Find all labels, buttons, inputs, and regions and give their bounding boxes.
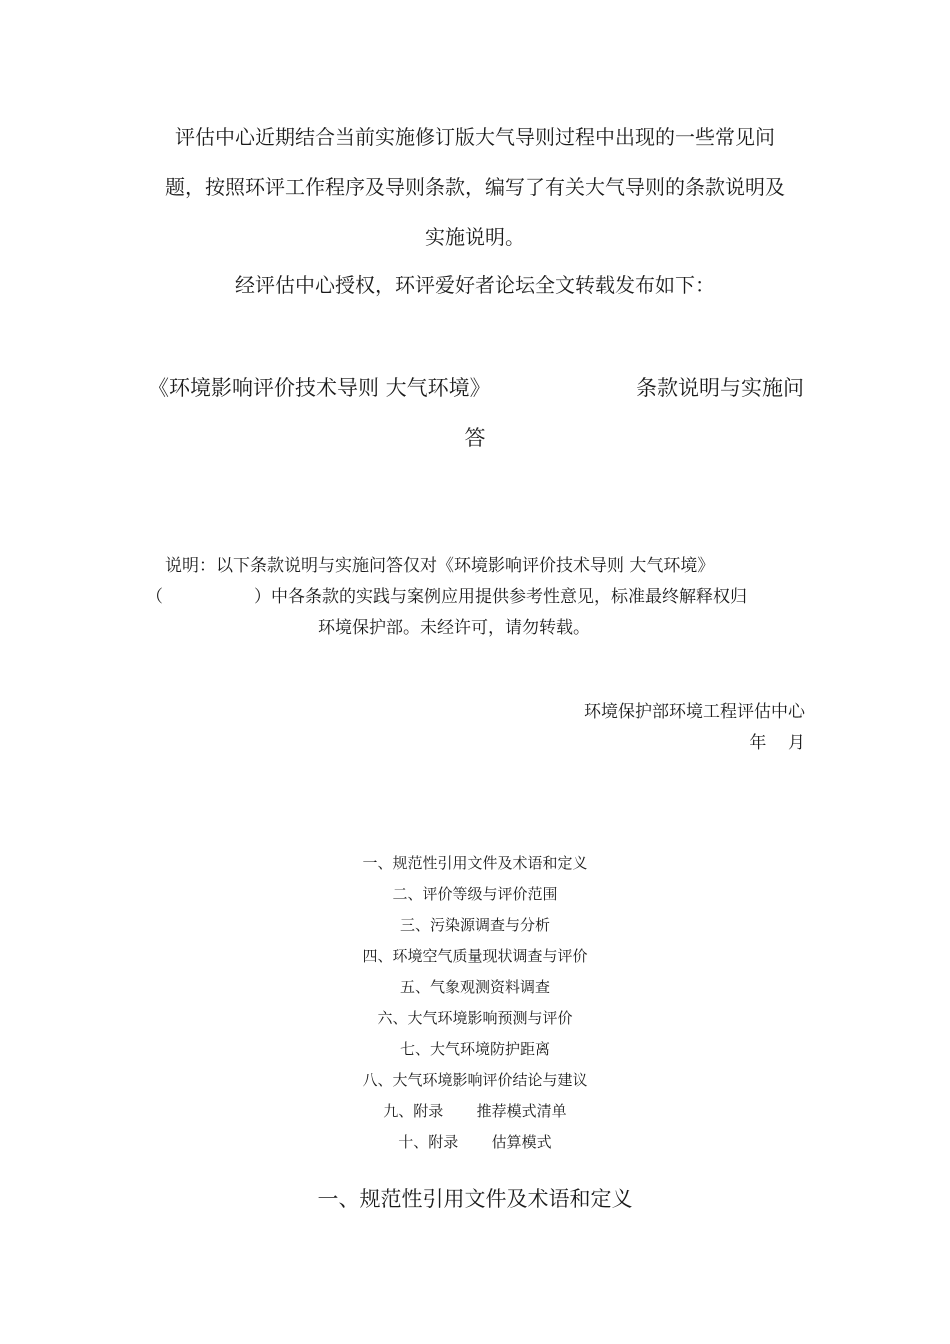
note-line-2-paren: （ (146, 587, 163, 607)
note-line-2: ）中各条款的实践与案例应用提供参考性意见，标准最终解释权归 (254, 587, 747, 607)
toc-item: 三、污染源调查与分析 (399, 916, 550, 934)
intro-paragraph-line-1: 评估中心近期结合当前实施修订版大气导则过程中出现的一些常见问 (175, 125, 775, 149)
signature-date: 年 月 (749, 733, 805, 753)
signature-organization: 环境保护部环境工程评估中心 (584, 702, 805, 722)
toc-item: 四、环境空气质量现状调查与评价 (362, 947, 588, 965)
toc-item: 六、大气环境影响预测与评价 (377, 1009, 573, 1027)
document-title-right: 条款说明与实施问 (636, 376, 804, 400)
intro-paragraph-line-3: 实施说明。 (425, 225, 525, 249)
intro-paragraph-line-2: 题，按照环评工作程序及导则条款，编写了有关大气导则的条款说明及 (165, 175, 785, 199)
document-title-continuation: 答 (464, 426, 486, 450)
toc-item: 七、大气环境防护距离 (399, 1040, 550, 1058)
toc-item: 一、规范性引用文件及术语和定义 (362, 854, 588, 872)
document-title-left: 《环境影响评价技术导则 大气环境》 (148, 376, 491, 400)
table-of-contents (0, 848, 950, 1158)
intro-paragraph-line-4: 经评估中心授权，环评爱好者论坛全文转载发布如下： (235, 273, 715, 297)
toc-item: 五、气象观测资料调查 (399, 978, 550, 996)
toc-item: 八、大气环境影响评价结论与建议 (362, 1071, 588, 1089)
toc-item: 十、附录 估算模式 (398, 1133, 552, 1151)
note-line-3: 环境保护部。未经许可，请勿转载。 (318, 618, 590, 638)
note-line-1: 说明：以下条款说明与实施问答仅对《环境影响评价技术导则 大气环境》 (165, 556, 715, 576)
toc-item: 二、评价等级与评价范围 (392, 885, 558, 903)
section-heading: 一、规范性引用文件及术语和定义 (317, 1187, 633, 1211)
toc-item: 九、附录 推荐模式清单 (383, 1102, 567, 1120)
